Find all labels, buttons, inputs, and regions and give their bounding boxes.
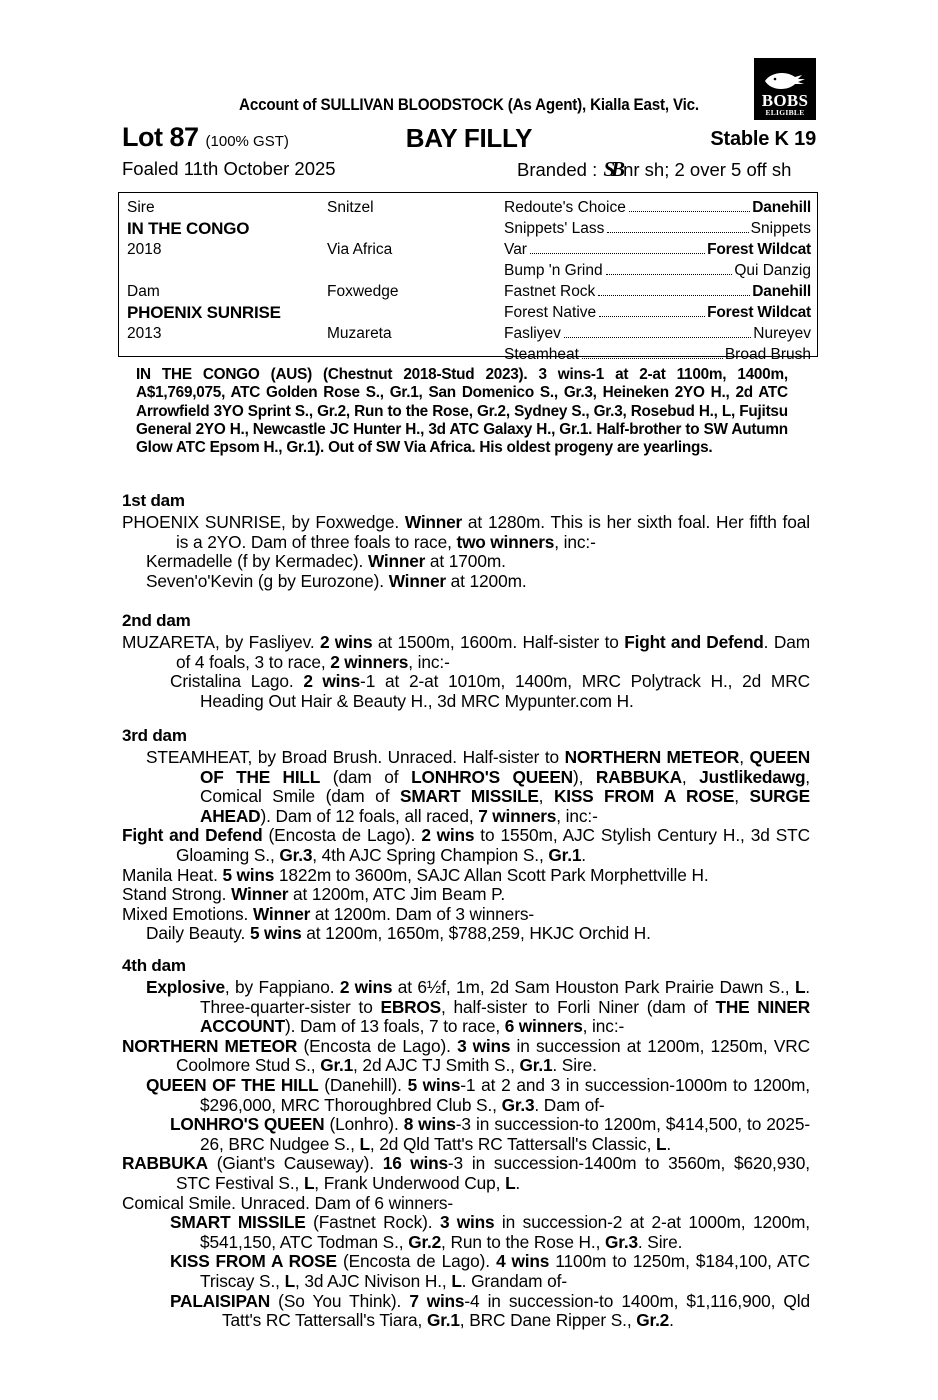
entry-text: ). Dam of 12 foals, all raced,	[260, 805, 479, 826]
leader-dots	[598, 295, 750, 296]
ancestor-name: Redoute's Choice	[504, 199, 626, 216]
pedigree-spacer	[327, 260, 502, 281]
highlighted-text: Winner	[231, 884, 289, 905]
leader-dots	[530, 253, 705, 254]
highlighted-text: L	[655, 1133, 667, 1154]
entry-text: , inc:-	[408, 651, 450, 672]
dam-dam: Muzareta	[327, 325, 392, 342]
entry-text: (So You Think).	[270, 1290, 410, 1311]
entry-text: ),	[572, 766, 596, 787]
entry-text: at 1200m, 1650m, $788,259, HKJC Orchid H.	[301, 923, 651, 944]
highlighted-text: Gr.1	[426, 1310, 460, 1331]
entry-text: (Lonhro).	[324, 1114, 404, 1135]
highlighted-text: Gr.2	[408, 1231, 442, 1252]
highlighted-text: 2 wins	[320, 632, 373, 652]
highlighted-text: RABBUKA	[122, 1153, 208, 1174]
highlighted-text: KISS FROM A ROSE	[170, 1251, 337, 1272]
gst-note: (100% GST)	[205, 133, 289, 150]
pedigree-column-great-grandparents	[504, 197, 811, 365]
ancestor-name: Var	[504, 241, 527, 258]
pedigree-ancestor-row	[504, 302, 811, 323]
pedigree-entry	[122, 1252, 810, 1291]
entry-text: , Frank Underwood Cup,	[314, 1172, 506, 1193]
dam-year: 2013	[127, 325, 162, 342]
highlighted-text: LONHRO'S QUEEN	[411, 766, 573, 787]
entry-text: , 2d Qld Tatt's RC Tattersall's Classic,	[369, 1133, 656, 1154]
highlighted-text: EBROS	[380, 996, 442, 1017]
entry-text: at 1200m. Dam of 3 winners-	[310, 903, 535, 924]
leader-dots	[582, 358, 723, 359]
ancestor-parent-name: Qui Danzig	[734, 262, 811, 279]
highlighted-text: 2 wins	[303, 671, 361, 692]
pedigree-entry	[122, 1076, 810, 1115]
pedigree-entry	[122, 1037, 810, 1076]
entry-text: -1 at 2-at 1010m, 1400m, MRC Polytrack H., 2d MRC Heading Out Hair & Beauty H., 3d MRC Mypunter.com H.	[200, 671, 810, 711]
highlighted-text: 2 wins	[421, 825, 475, 846]
highlighted-text: SMART MISSILE	[170, 1212, 306, 1233]
ancestor-parent-name: Nureyev	[753, 325, 811, 342]
highlighted-text: Gr.3	[501, 1094, 535, 1115]
highlighted-text: Fight and Defend	[122, 825, 263, 846]
entry-text: , 3d AJC Nivison H.,	[294, 1270, 452, 1291]
pedigree-entry	[122, 672, 810, 711]
dam-section	[122, 490, 810, 591]
entry-text: , Comical Smile (dam of	[200, 766, 810, 807]
entry-text: at 6½f, 1m, 2d Sam Houston Park Prairie Dawn S.,	[392, 977, 795, 997]
pedigree-entry	[122, 513, 810, 552]
page-title: BAY FILLY	[405, 123, 533, 153]
highlighted-text: Explosive	[146, 977, 225, 997]
entry-text: . Grandam of-	[461, 1270, 567, 1291]
entry-text: .	[669, 1310, 674, 1331]
entry-text: .	[666, 1133, 672, 1154]
sire-performance-paragraph: IN THE CONGO (AUS) (Chestnut 2018-Stud 2023). 3 wins-1 at 2-at 1100m, 1400m, A$1,769,075, ATC Golden Rose S., Gr.1, San Domenico S., Gr.3, Heineken 2YO H., 2d ATC Arrowfield 3YO Sprint S., Gr.2, Run to the Rose, Gr.2, Sydney S., Gr.3, Rosebud H., L, Fujitsu General 2YO H., Newcastle JC Hunter H., 3d ATC Galaxy H., Gr.1. Half-brother to SW Autumn Glow ATC Epsom H., Gr.1). Out of SW Via Africa. His oldest progeny are yearlings.	[136, 366, 788, 457]
entry-text: at 1280m. This is her sixth foal. Her fifth foal is a 2YO. Dam of three foals to race,	[176, 512, 810, 552]
highlighted-text: L	[359, 1133, 370, 1154]
ancestor-parent-name: Forest Wildcat	[707, 241, 811, 258]
pedigree-entry	[122, 552, 810, 572]
entry-text: Cristalina Lago.	[170, 671, 304, 692]
entry-text: in succession-2 at 2-at 1000m, 1200m, $541,150, ATC Todman S.,	[200, 1212, 810, 1252]
pedigree-spacer	[127, 260, 327, 281]
highlighted-text: 8 wins	[403, 1114, 456, 1135]
highlighted-text: Winner	[388, 570, 446, 591]
foaled-date: Foaled 11th October 2025	[122, 158, 336, 179]
entry-text: (Fastnet Rock).	[305, 1212, 440, 1233]
entry-text: Daily Beauty.	[146, 923, 250, 944]
entry-text: -4 in succession-to 1400m, $1,116,900, Qld Tatt's RC Tattersall's Tiara,	[222, 1290, 810, 1331]
entry-text: at 1200m.	[445, 570, 527, 591]
ancestor-parent-name: Danehill	[752, 199, 811, 216]
highlighted-text: NORTHERN METEOR	[122, 1035, 298, 1056]
highlighted-text: Gr.1	[548, 844, 582, 865]
highlighted-text: 16 wins	[382, 1153, 448, 1174]
entry-text: at 1500m, 1600m. Half-sister to	[372, 632, 625, 652]
highlighted-text: RABBUKA	[595, 766, 682, 787]
ancestor-name: Steamheat	[504, 346, 579, 363]
sire-year: 2018	[127, 241, 162, 258]
entry-text: ,	[538, 786, 554, 807]
highlighted-text: L	[794, 977, 806, 997]
entry-text: -3 in succession-to 1200m, $414,500, to 2025-26, BRC Nudgee S.,	[200, 1114, 810, 1154]
highlighted-text: Gr.2	[636, 1310, 670, 1331]
entry-text: in succession at 1200m, 1250m, VRC Coolmore Stud S.,	[176, 1035, 811, 1076]
leader-dots	[564, 337, 751, 338]
highlighted-text: two winners	[456, 531, 555, 552]
highlighted-text: 2 winners	[330, 651, 409, 672]
entry-text: (dam of	[320, 766, 412, 787]
highlighted-text: L	[451, 1270, 462, 1291]
pedigree-entry	[122, 1154, 810, 1193]
ancestor-parent-name: Forest Wildcat	[707, 304, 811, 321]
highlighted-text: 3 wins	[457, 1035, 511, 1056]
dam-section	[122, 955, 810, 1331]
entry-text: , 4th AJC Spring Champion S.,	[312, 844, 549, 865]
highlighted-text: 5 wins	[407, 1074, 461, 1095]
leader-dots	[629, 211, 750, 212]
leader-dots	[607, 232, 748, 233]
entry-text: (Danehill).	[318, 1074, 408, 1095]
entry-text: (Encosta de Lago).	[336, 1251, 497, 1272]
pedigree-entry	[122, 748, 810, 826]
entry-text: at 1700m.	[425, 551, 506, 572]
entry-text: Kermadelle (f by Kermadec).	[146, 551, 368, 572]
brand-symbol-icon: SB	[603, 157, 622, 181]
dam-sire: Foxwedge	[327, 283, 399, 300]
highlighted-text: L	[505, 1172, 516, 1193]
highlighted-text: Gr.1	[320, 1055, 354, 1076]
entry-text: ). Dam of 13 foals, 7 to race,	[285, 1016, 505, 1037]
entry-text: . Dam of-	[534, 1094, 605, 1115]
highlighted-text: Winner	[404, 512, 463, 532]
dam-section-heading: 3rd dam	[122, 726, 187, 745]
branded-label: Branded :	[517, 159, 603, 180]
entry-text: Comical Smile. Unraced. Dam of 6 winners-	[122, 1192, 454, 1213]
ancestor-parent-name: Snippets	[750, 220, 811, 237]
pedigree-spacer	[327, 218, 502, 239]
ancestor-name: Fasliyev	[504, 325, 561, 342]
entry-text: 1100m to 1250m, $184,100, ATC Triscay S.,	[200, 1251, 811, 1291]
pedigree-ancestor-row	[504, 218, 811, 239]
highlighted-text: Justlikedawg	[699, 766, 806, 787]
highlighted-text: Fight and Defend	[624, 632, 764, 652]
pedigree-entry	[122, 905, 810, 925]
stable-number: Stable K 19	[710, 128, 816, 150]
foaled-branded-row	[122, 157, 816, 183]
entry-text: Manila Heat.	[122, 864, 223, 885]
highlighted-text: L	[303, 1172, 315, 1193]
entry-text: , 2d AJC TJ Smith S.,	[353, 1055, 520, 1076]
entry-text: . Three-quarter-sister to	[200, 977, 810, 1017]
entry-text: , inc:-	[556, 805, 598, 826]
leader-dots	[606, 274, 733, 275]
sire-dam: Via Africa	[327, 241, 393, 258]
entry-text: Mixed Emotions.	[122, 903, 253, 924]
entry-text: , by Fappiano.	[224, 977, 340, 997]
entry-text: (Giant's Causeway).	[207, 1153, 383, 1174]
branding-info	[517, 157, 791, 182]
highlighted-text: 5 wins	[249, 923, 302, 944]
pedigree-entry	[122, 826, 810, 865]
highlighted-text: QUEEN OF THE HILL	[200, 747, 810, 787]
ancestor-name: Snippets' Lass	[504, 220, 605, 237]
pedigree-ancestor-row	[504, 281, 811, 302]
highlighted-text: NORTHERN METEOR	[564, 747, 740, 767]
pedigree-entry	[122, 885, 810, 905]
pedigree-entry	[122, 1292, 810, 1331]
entry-text: (Encosta de Lago).	[297, 1035, 458, 1056]
pedigree-entry	[122, 866, 810, 886]
pedigree-ancestor-row	[504, 260, 811, 281]
ancestor-parent-name: Danehill	[752, 283, 811, 300]
dam-name: PHOENIX SUNRISE	[127, 303, 281, 322]
entry-text: ,	[739, 747, 750, 767]
entry-text: -3 in succession-1400m to 3560m, $620,930, STC Festival S.,	[176, 1153, 810, 1193]
highlighted-text: Winner	[367, 551, 426, 572]
entry-text: at 1200m, ATC Jim Beam P.	[288, 884, 506, 905]
pedigree-column-grandparents	[327, 197, 502, 344]
entry-text: . Dam of 4 foals, 3 to race,	[176, 632, 811, 672]
pedigree-entry	[122, 633, 810, 672]
pedigree-ancestor-row	[504, 239, 811, 260]
sire-name: IN THE CONGO	[127, 219, 250, 238]
ancestor-name: Bump 'n Grind	[504, 262, 603, 279]
pedigree-entry	[122, 1115, 810, 1154]
pedigree-ancestor-row	[504, 323, 811, 344]
entry-text: , half-sister to Forli Niner (dam of	[441, 996, 716, 1017]
logo-eligible-text: ELIGIBLE	[765, 108, 805, 117]
pedigree-ancestor-row	[504, 344, 811, 365]
highlighted-text: 7 winners	[478, 805, 557, 826]
highlighted-text: PALAISIPAN	[170, 1290, 271, 1311]
entry-text: STEAMHEAT, by Broad Brush. Unraced. Half-sister to	[146, 747, 565, 767]
entry-text: Stand Strong.	[122, 884, 232, 905]
highlighted-text: Gr.3	[279, 844, 313, 865]
entry-text: , BRC Dane Ripper S.,	[459, 1310, 637, 1331]
entry-text: (Encosta de Lago).	[262, 825, 422, 846]
entry-text: 1822m to 3600m, SAJC Allan Scott Park Morphettville H.	[274, 864, 709, 885]
sire-label: Sire	[127, 199, 155, 216]
entry-text: Seven'o'Kevin (g by Eurozone).	[146, 570, 389, 591]
highlighted-text: 3 wins	[440, 1212, 495, 1233]
leader-dots	[599, 316, 705, 317]
entry-text: . Sire.	[637, 1231, 683, 1252]
highlighted-text: 7 wins	[409, 1290, 465, 1311]
highlighted-text: 6 winners	[504, 1016, 583, 1037]
pedigree-entry	[122, 1213, 810, 1252]
branded-detail: nr sh; 2 over 5 off sh	[623, 159, 792, 180]
lot-title-row	[122, 122, 816, 154]
dam-label: Dam	[127, 283, 160, 300]
dam-section-heading: 1st dam	[122, 491, 185, 510]
pedigree-table	[118, 192, 818, 363]
entry-text: .	[515, 1172, 521, 1193]
entry-text: .	[581, 844, 586, 865]
pedigree-entry	[122, 572, 810, 592]
entry-text: to 1550m, AJC Stylish Century H., 3d STC Gloaming S.,	[176, 825, 811, 865]
entry-text: ,	[681, 766, 700, 787]
entry-text: ,	[734, 786, 750, 807]
highlighted-text: 2 wins	[339, 977, 393, 997]
sire-sire: Snitzel	[327, 199, 374, 216]
dam-section-heading: 2nd dam	[122, 611, 191, 630]
highlighted-text: Gr.1	[519, 1055, 553, 1076]
highlighted-text: KISS FROM A ROSE	[553, 786, 735, 807]
ancestor-name: Fastnet Rock	[504, 283, 596, 300]
entry-text: . Sire.	[552, 1055, 597, 1076]
pedigree-ancestor-row	[504, 197, 811, 218]
pedigree-entry	[122, 924, 810, 944]
entry-text: , Run to the Rose H.,	[441, 1231, 606, 1252]
highlighted-text: LONHRO'S QUEEN	[170, 1114, 325, 1135]
logo-bobs-text: BOBS	[761, 91, 809, 110]
entry-text: MUZARETA, by Fasliyev.	[122, 632, 321, 652]
dam-section-heading: 4th dam	[122, 956, 186, 975]
entry-text: -1 at 2 and 3 in succession-1000m to 1200m, $296,000, MRC Thoroughbred Club S.,	[200, 1074, 810, 1115]
dam-section	[122, 610, 810, 711]
dam-section	[122, 725, 810, 944]
pedigree-spacer	[327, 302, 502, 323]
horse-head-icon	[762, 70, 808, 92]
account-line: Account of SULLIVAN BLOODSTOCK (As Agent), Kialla East, Vic.	[239, 96, 699, 114]
highlighted-text: SURGE AHEAD	[200, 786, 810, 826]
entry-text: PHOENIX SUNRISE, by Foxwedge.	[122, 512, 405, 532]
entry-text: , inc:-	[554, 531, 596, 552]
lot-number-text: Lot 87	[122, 122, 199, 152]
highlighted-text: THE NINER ACCOUNT	[200, 996, 810, 1037]
entry-text: , inc:-	[582, 1016, 625, 1037]
highlighted-text: 4 wins	[496, 1251, 550, 1272]
highlighted-text: QUEEN OF THE HILL	[146, 1074, 319, 1095]
highlighted-text: SMART MISSILE	[400, 786, 539, 807]
highlighted-text: Winner	[252, 903, 311, 924]
ancestor-name: Forest Native	[504, 304, 597, 321]
highlighted-text: 5 wins	[222, 864, 275, 885]
pedigree-entry	[122, 978, 810, 1037]
highlighted-text: L	[284, 1270, 295, 1291]
pedigree-entry	[122, 1194, 810, 1214]
ancestor-parent-name: Broad Brush	[724, 346, 811, 363]
highlighted-text: Gr.3	[605, 1231, 638, 1252]
pedigree-column-parents	[127, 197, 327, 344]
